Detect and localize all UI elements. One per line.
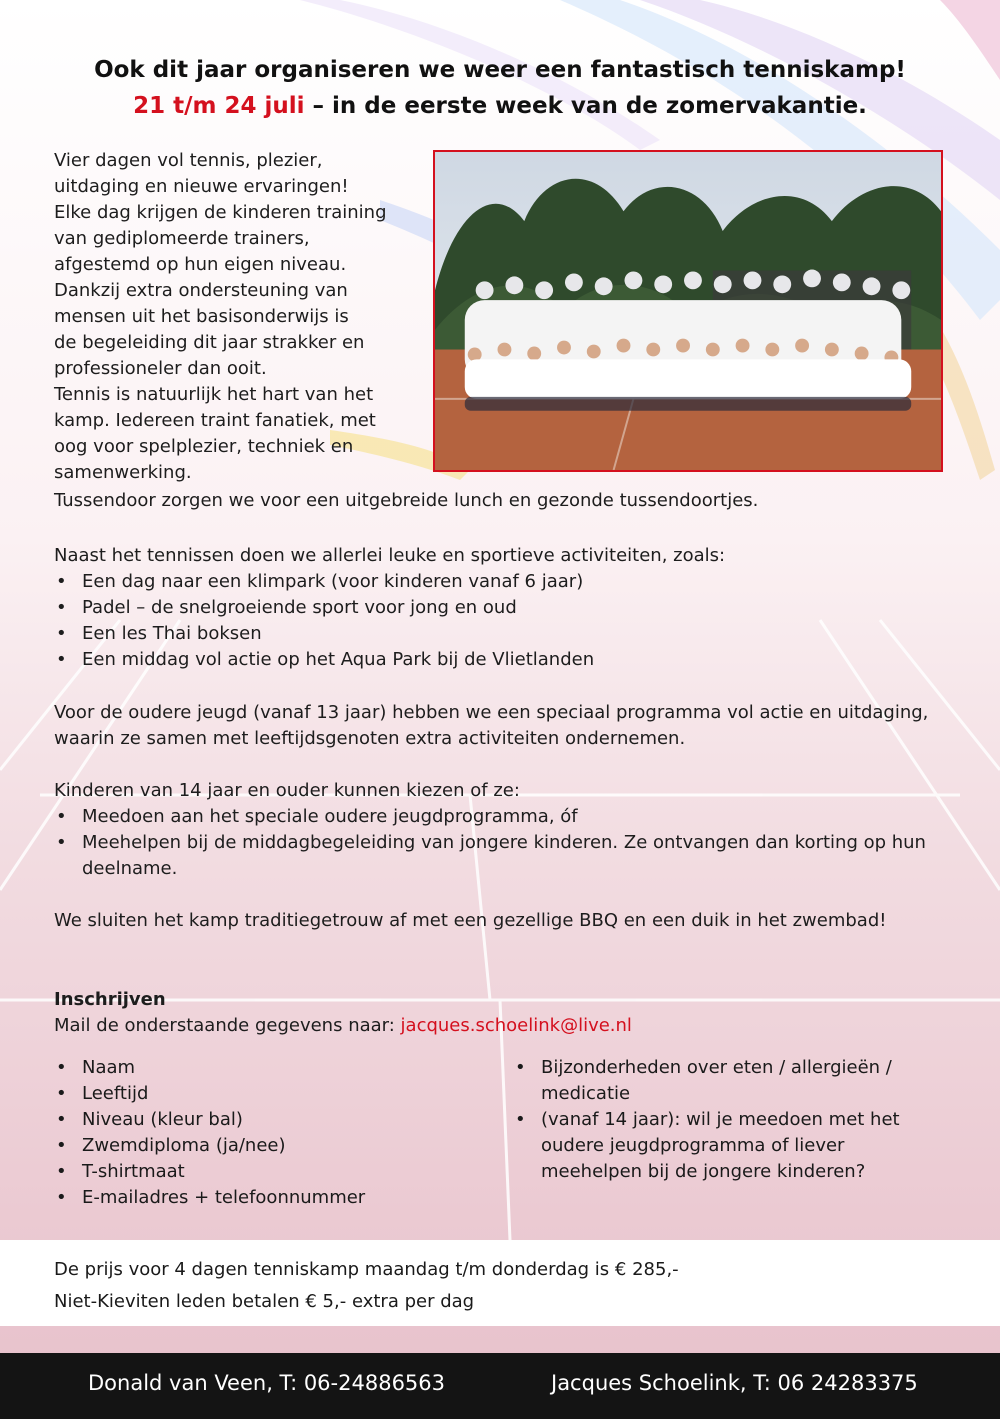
activities-section — [54, 543, 954, 673]
older-list — [54, 804, 954, 882]
intro-line: afgestemd op hun eigen niveau. — [54, 254, 347, 275]
list-item: • Bijzonderheden over eten / allergieën / medicatie — [513, 1055, 941, 1107]
lunch-text: Tussendoor zorgen we voor een uitgebreide lunch en gezonde tussendoortjes. — [54, 490, 759, 511]
email-link[interactable]: jacques.schoelink@live.nl — [400, 1015, 632, 1036]
subtitle-rest: – in de eerste week van de zomervakantie. — [304, 93, 867, 119]
registration-header — [54, 987, 954, 1039]
price-line: De prijs voor 4 dagen tenniskamp maandag t/m donderdag is € 285,- — [54, 1259, 679, 1280]
list-item: • Meedoen aan het speciale oudere jeugdprogramma, óf — [54, 804, 954, 830]
mail-instruction: Mail de onderstaande gegevens naar: — [54, 1015, 401, 1036]
older-section — [54, 778, 954, 882]
camp-dates: 21 t/m 24 juli — [133, 93, 305, 119]
intro-line: Vier dagen vol tennis, plezier, — [54, 150, 323, 171]
youth-paragraph: Voor de oudere jeugd (vanaf 13 jaar) hebben we een speciaal programma vol actie en uitdaging, waarin ze samen met leeftijdsgenoten extra activiteiten ondernemen. — [54, 702, 929, 749]
registration-heading: Inschrijven — [54, 989, 166, 1010]
list-item: • T-shirtmaat — [54, 1159, 474, 1185]
list-item: • Een middag vol actie op het Aqua Park bij de Vlietlanden — [54, 647, 954, 673]
intro-line: oog voor spelplezier, techniek en — [54, 436, 354, 457]
older-intro: Kinderen van 14 jaar en ouder kunnen kiezen of ze: — [54, 780, 520, 801]
list-item: • (vanaf 14 jaar): wil je meedoen met het oudere jeugdprogramma of liever meehelpen bij de jongere kinderen? — [513, 1107, 921, 1185]
intro-line: Elke dag krijgen de kinderen training — [54, 202, 387, 223]
list-item: • Leeftijd — [54, 1081, 474, 1107]
list-item: • Zwemdiploma (ja/nee) — [54, 1133, 474, 1159]
intro-line: Tennis is natuurlijk het hart van het — [54, 384, 374, 405]
list-item: • Een dag naar een klimpark (voor kinderen vanaf 6 jaar) — [54, 569, 954, 595]
page-title: Ook dit jaar organiseren we weer een fantastisch tenniskamp! — [94, 57, 906, 83]
registration-list-left — [54, 1055, 474, 1211]
intro-line: kamp. Iedereen traint fanatiek, met — [54, 410, 376, 431]
list-item: • Naam — [54, 1055, 474, 1081]
list-item: • E-mailadres + telefoonnummer — [54, 1185, 474, 1211]
price-section — [54, 1254, 679, 1318]
intro-line: mensen uit het basisonderwijs is — [54, 306, 349, 327]
contact-donald: Donald van Veen, T: 06-24886563 — [88, 1371, 446, 1395]
list-item: • Padel – de snelgroeiende sport voor jong en oud — [54, 595, 954, 621]
registration-list-right — [513, 1055, 953, 1185]
intro-line: de begeleiding dit jaar strakker en — [54, 332, 365, 353]
intro-line: uitdaging en nieuwe ervaringen! — [54, 176, 349, 197]
list-item: • Meehelpen bij de middagbegeleiding van jongere kinderen. Ze ontvangen dan korting op hun deelname. — [54, 830, 942, 882]
headline — [0, 52, 1000, 124]
intro-line: samenwerking. — [54, 462, 192, 483]
intro-line: Dankzij extra ondersteuning van — [54, 280, 348, 301]
page-subtitle — [0, 88, 1000, 124]
contact-jacques: Jacques Schoelink, T: 06 24283375 — [551, 1371, 918, 1395]
intro-line: van gediplomeerde trainers, — [54, 228, 310, 249]
intro-line: professioneler dan ooit. — [54, 358, 267, 379]
registration-mail-line — [54, 1013, 954, 1039]
group-photo — [433, 150, 943, 472]
list-item: • Niveau (kleur bal) — [54, 1107, 474, 1133]
activities-intro: Naast het tennissen doen we allerlei leuke en sportieve activiteiten, zoals: — [54, 545, 726, 566]
closing-paragraph: We sluiten het kamp traditiegetrouw af met een gezellige BBQ en een duik in het zwembad! — [54, 910, 887, 931]
list-item: • Een les Thai boksen — [54, 621, 954, 647]
intro-paragraph — [54, 148, 424, 486]
contact-footer — [0, 1353, 1000, 1419]
activities-list — [54, 569, 954, 673]
price-note: Niet-Kieviten leden betalen € 5,- extra per dag — [54, 1291, 475, 1312]
